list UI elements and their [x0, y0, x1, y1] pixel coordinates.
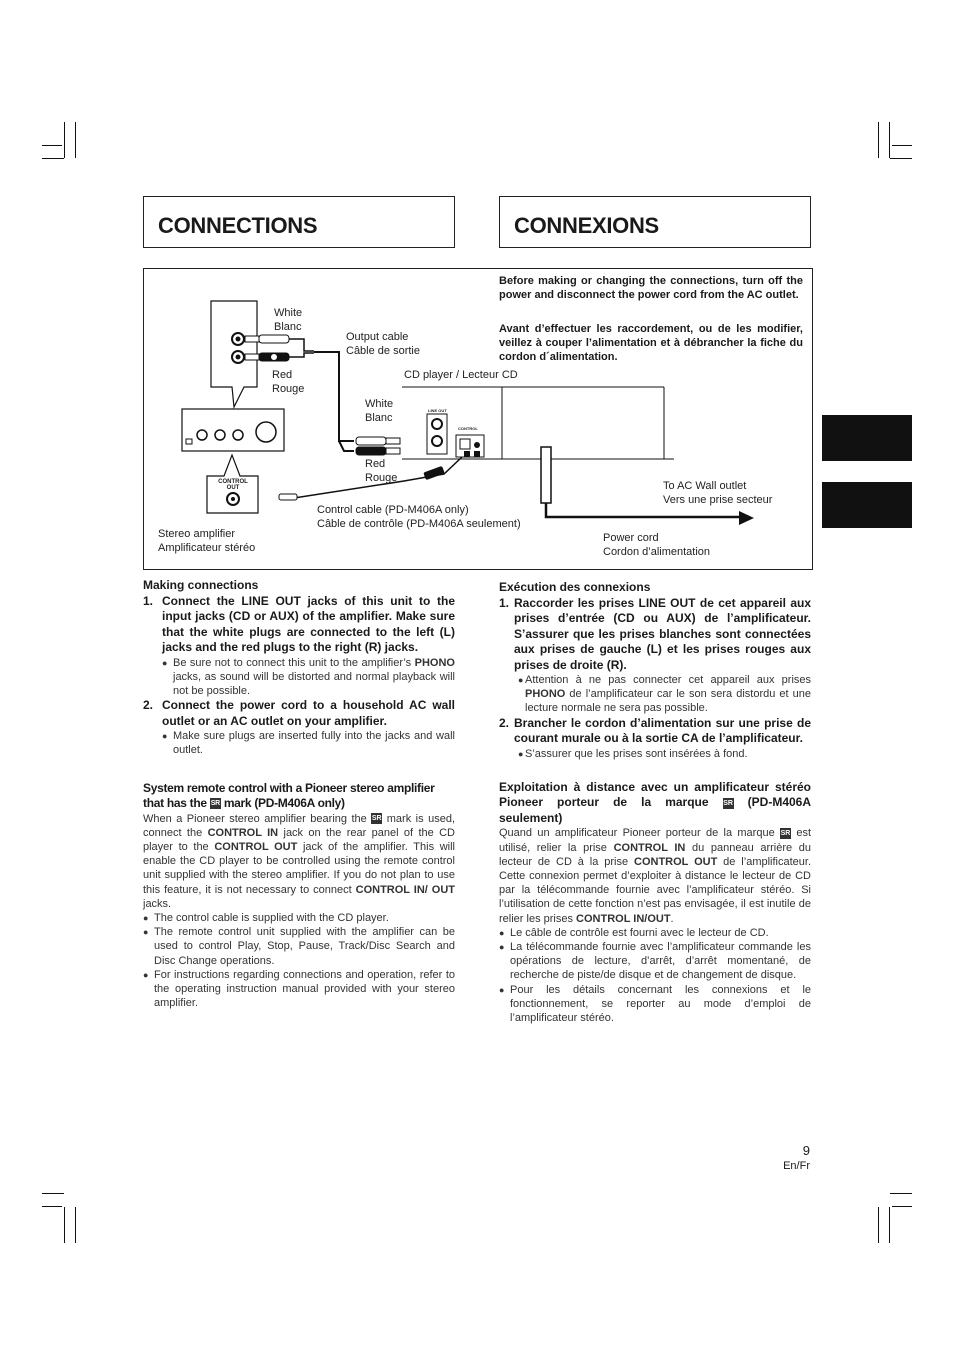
system-remote-heading-fr: Exploitation à distance avec un amplificateur stéréo Pioneer porteur de la marque SR (PD-M406A seulement)	[499, 779, 811, 825]
step-2-en: 2. Connect the power cord to a household AC wall outlet or an AC outlet on your amplifier.	[143, 698, 455, 728]
control-jack-label: CONTROL	[458, 426, 478, 431]
step-2-bullet-fr: ● S’assurer que les prises sont insérées à fond.	[499, 747, 811, 761]
title-box-en	[143, 196, 455, 248]
control-out-label: CONTROL OUT	[218, 479, 248, 491]
page-title-en: CONNECTIONS	[158, 213, 318, 238]
cd-red-label: Red Rouge	[365, 458, 398, 484]
page-number: 9	[802, 1143, 810, 1158]
sr-mark-icon: SR	[210, 800, 220, 808]
output-cable-label: Output cable Câble de sortie	[346, 331, 420, 357]
step-1-en: 1. Connect the LINE OUT jacks of this unit to the input jacks (CD or AUX) of the amplifier. Make sure that the white plugs are connected to the left (L) jacks and the red plugs to the right (R) jacks.	[143, 593, 455, 654]
step-2-fr: 2. Brancher le cordon d’alimentation sur une prise de courant murale ou à la sortie CA de l’amplificateur.	[499, 715, 811, 746]
step-2-bullet-en: ● Make sure plugs are inserted fully into the jacks and wall outlet.	[143, 729, 455, 757]
step-1-bullet-en: ● Be sure not to connect this unit to the amplifier’s PHONO jacks, as sound will be distorted and normal playback will not be possible.	[143, 656, 455, 699]
bullet-en-2: ● The remote control unit supplied with the amplifier can be used to control Play, Stop, Pause, Track/Disc Search and Disc Change operations.	[143, 925, 455, 968]
stereo-amp-label: Stereo amplifier Amplificateur stéréo	[158, 528, 256, 554]
language-tab-fr	[822, 482, 912, 528]
line-out-label: LINE OUT	[428, 408, 447, 413]
cd-player-label: CD player / Lecteur CD	[404, 369, 518, 381]
system-remote-paragraph-en: When a Pioneer stereo amplifier bearing the SR mark is used, connect the CONTROL IN jack on the rear panel of the CD player to the CONTROL OUT jack of the amplifier. This will enable the CD player to be controlled using the remote control unit supplied with the stereo amplifier. If you do not plan to use this feature, it is not necessary to connect CONTROL IN/ OUT jacks.	[143, 812, 456, 910]
making-connections-heading: Making connections	[143, 578, 259, 592]
bullet-fr-3: ● Pour les détails concernant les connexions et le fonctionnement, se reporter au mode d’emploi de l’amplificateur stéréo.	[499, 983, 811, 1026]
title-box-fr	[499, 196, 811, 248]
control-cable-label: Control cable (PD-M406A only) Câble de contrôle (PD-M406A seulement)	[317, 504, 521, 530]
amp-white-label: White Blanc	[274, 307, 303, 333]
bullet-fr-1: ● Le câble de contrôle est fourni avec le lecteur de CD.	[499, 926, 811, 940]
page-title-fr: CONNEXIONS	[514, 213, 659, 238]
ac-outlet-label: To AC Wall outlet Vers une prise secteur	[663, 480, 773, 506]
language-code: En/Fr	[783, 1160, 810, 1172]
step-1-fr: 1. Raccorder les prises LINE OUT de cet appareil aux prises d’entrée (CD ou AUX) de l’amplificateur. S’assurer que les prises blanches sont connectées aux prises de gauche (L) et les prises rouges aux prises de droite (R).	[499, 595, 811, 672]
warning-en: Before making or changing the connections, turn off the power and disconnect the power cord from the AC outlet.	[499, 275, 803, 301]
french-column	[499, 580, 811, 1025]
language-tab-en	[822, 415, 912, 461]
system-remote-paragraph-fr: Quand un amplificateur Pioneer porteur de la marque SR est utilisé, relier la prise CONTROL IN du panneau arrière du lecteur de CD à la prise CONTROL OUT de l’amplificateur. Cette connexion permet d’exploiter à distance le lecteur de CD par la télécommande fournie avec l’amplificateur stéréo. Si l’utilisation de cette fonction n’est pas envisagée, il est inutile de relier les prises CONTROL IN/OUT.	[499, 827, 812, 925]
power-cord-label: Power cord Cordon d’alimentation	[603, 532, 711, 558]
bullet-en-1: ● The control cable is supplied with the CD player.	[143, 911, 455, 925]
system-remote-heading-en: System remote control with a Pioneer stereo amplifier that has the SR mark (PD-M406A only)	[143, 780, 435, 811]
cd-white-label: White Blanc	[365, 398, 394, 424]
sr-mark-icon: SR	[371, 815, 382, 823]
sr-mark-icon: SR	[780, 829, 791, 837]
sr-mark-icon: SR	[723, 799, 733, 807]
execution-heading: Exécution des connexions	[499, 580, 651, 594]
bullet-fr-2: ● La télécommande fournie avec l’amplificateur commande les opérations de lecture, d’arrêt, d’arrêt momentané, de recherche de piste/de disque et de changement de disque.	[499, 940, 811, 983]
step-1-bullet-fr: ● Attention à ne pas connecter cet appareil aux prises PHONO de l’amplificateur car le son sera distordu et une lecture normale ne sera pas possible.	[499, 673, 811, 716]
amp-red-label: Red Rouge	[272, 369, 305, 395]
connection-diagram	[143, 268, 813, 570]
warning-fr: Avant d’effectuer les raccordement, ou de les modifier, veillez à couper l’alimentation et à débrancher la fiche du cordon d´alimentation.	[499, 323, 803, 363]
bullet-en-3: ● For instructions regarding connections and operation, refer to the operating instruction manual provided with your stereo amplifier.	[143, 968, 455, 1011]
english-column	[143, 578, 455, 1010]
